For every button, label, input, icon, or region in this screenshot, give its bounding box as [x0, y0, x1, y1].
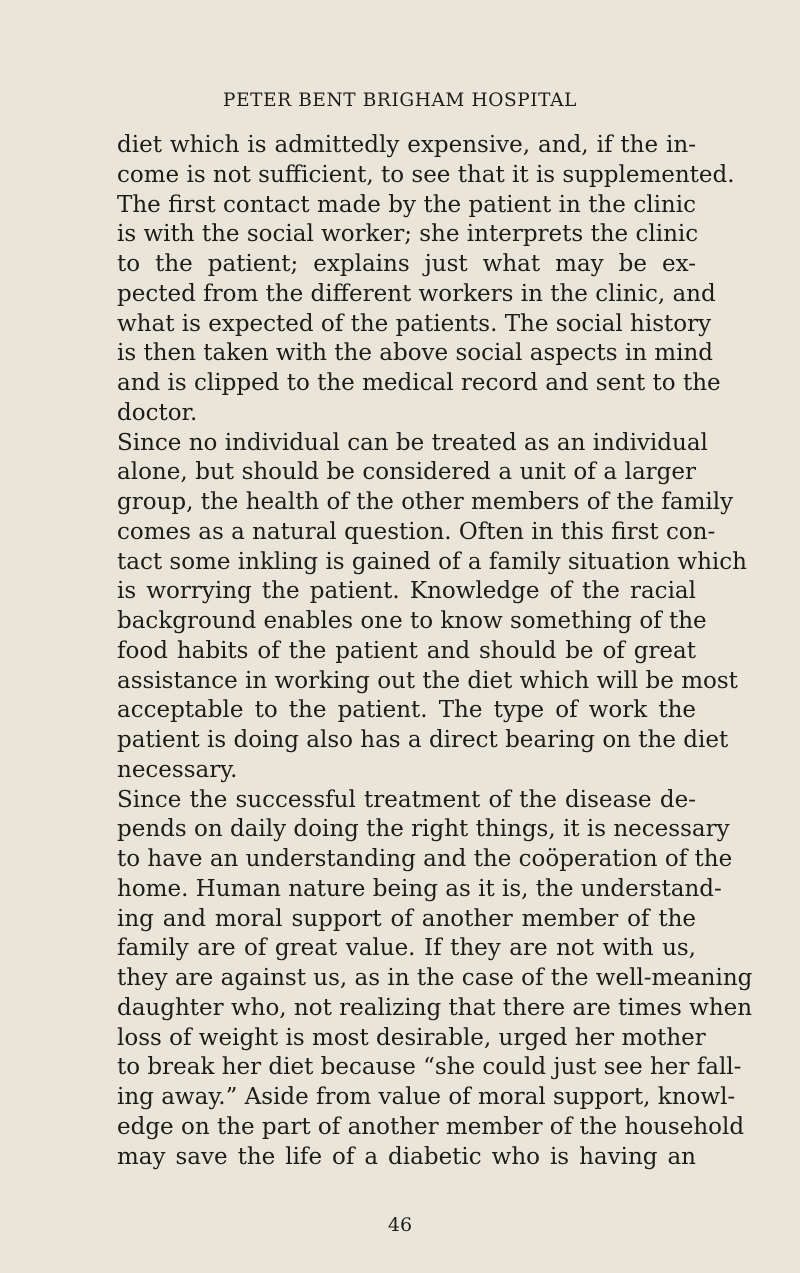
text-line: to break her diet because “she could just see her fall- — [117, 1054, 742, 1081]
text-line: patient is doing also has a direct bearing on the diet — [117, 727, 729, 753]
text-line: The first contact made by the patient in the clinic — [117, 191, 696, 218]
text-line: background enables one to know something of the — [117, 608, 707, 634]
text-line: daughter who, not realizing that there are times when — [117, 994, 753, 1021]
text-line: doctor. — [117, 399, 198, 426]
text-line: and is clipped to the medical record and sent to the — [117, 370, 721, 396]
text-line: edge on the part of another member of the household — [117, 1113, 745, 1140]
text-line: assistance in working out the diet which will be most — [117, 667, 738, 694]
text-line: may save the life of a diabetic who is having an — [117, 1143, 696, 1170]
text-line: acceptable to the patient. The type of work the — [117, 697, 696, 724]
running-header: PETER BENT BRIGHAM HOSPITAL — [223, 90, 577, 111]
text-line: tact some inkling is gained of a family situation which — [117, 548, 747, 575]
text-line: home. Human nature being as it is, the understand- — [117, 875, 722, 902]
text-line: is worrying the patient. Knowledge of the racial — [117, 578, 696, 605]
text-line: food habits of the patient and should be of great — [117, 637, 696, 664]
text-line: diet which is admittedly expensive, and, if the in- — [117, 132, 696, 158]
text-line: ing and moral support of another member of the — [117, 905, 696, 932]
text-line: group, the health of the other members of the family — [117, 489, 734, 515]
text-line: they are against us, as in the case of the well-meaning — [117, 965, 753, 991]
text-line: come is not sufficient, to see that it is supplemented. — [117, 161, 735, 188]
text-line: to have an understanding and the coöperation of the — [117, 846, 733, 872]
text-line: pected from the different workers in the clinic, and — [117, 280, 716, 307]
text-line: Since the successful treatment of the disease de- — [117, 786, 696, 813]
text-line: Since no individual can be treated as an individual — [117, 429, 708, 456]
text-line: is then taken with the above social aspects in mind — [117, 340, 714, 367]
text-line: ing away.” Aside from value of moral support, knowl- — [117, 1084, 736, 1110]
text-line: family are of great value. If they are not with us, — [117, 935, 696, 962]
text-line: loss of weight is most desirable, urged her mother — [117, 1024, 706, 1051]
text-line: comes as a natural question. Often in this first con- — [117, 518, 716, 545]
text-line: alone, but should be considered a unit of a larger — [117, 459, 696, 486]
text-line: necessary. — [117, 756, 238, 783]
text-line: what is expected of the patients. The social history — [117, 310, 712, 337]
text-line: pends on daily doing the right things, it is necessary — [117, 816, 730, 843]
text-line: is with the social worker; she interprets the clinic — [117, 221, 699, 248]
body-text — [117, 131, 753, 1172]
page-number: 46 — [387, 1214, 413, 1236]
text-line: to the patient; explains just what may be ex- — [117, 251, 696, 277]
